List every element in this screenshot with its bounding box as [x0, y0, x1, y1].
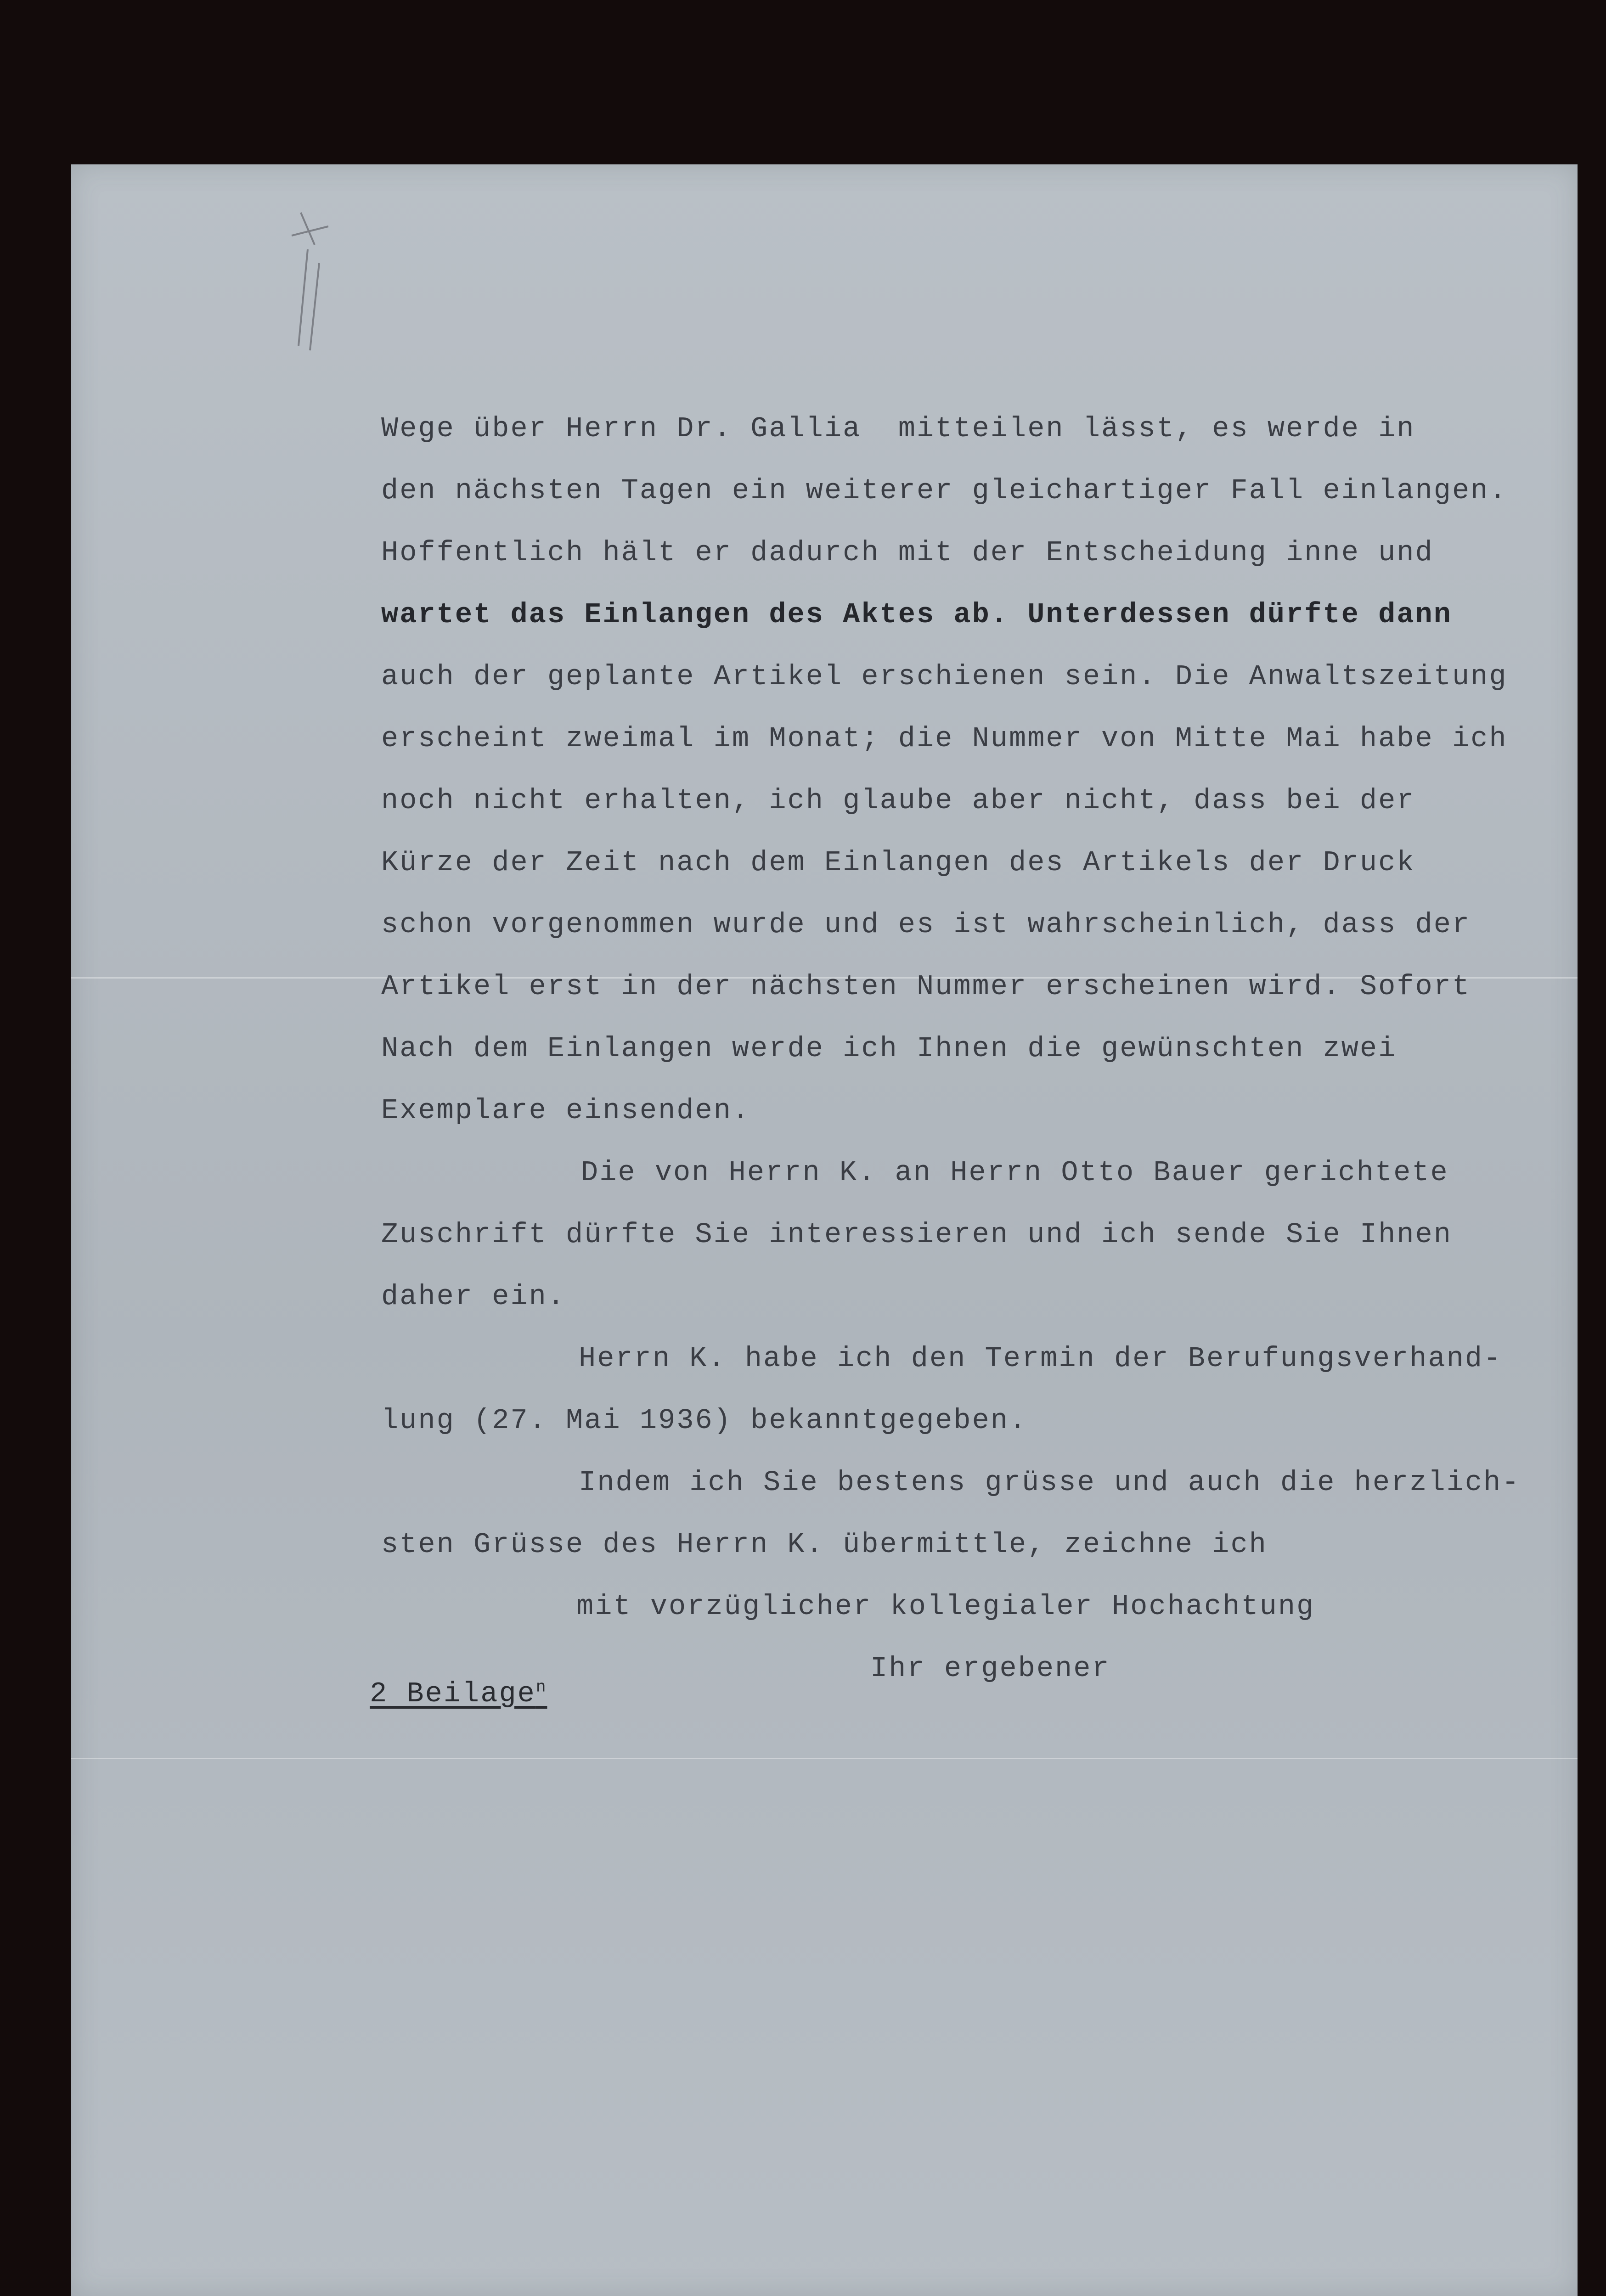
text-line: Wege über Herrn Dr. Gallia mitteilen lässt, es werde in — [381, 412, 1415, 445]
text-line: lung (27. Mai 1936) bekanntgegeben. — [381, 1404, 1028, 1437]
text-line: daher ein. — [381, 1280, 566, 1313]
text-line: Nach dem Einlangen werde ich Ihnen die gewünschten zwei — [381, 1032, 1397, 1065]
text-line: schon vorgenommen wurde und es ist wahrscheinlich, dass der — [381, 908, 1471, 941]
text-line: Exemplare einsenden. — [381, 1094, 751, 1127]
attachment-note — [370, 1677, 547, 1710]
attachment-superscript: n — [535, 1677, 547, 1697]
attachment-text: 2 Beilage — [370, 1677, 536, 1710]
typed-letter-sheet — [71, 164, 1578, 2296]
text-line: Die von Herrn K. an Herrn Otto Bauer gerichtete — [581, 1156, 1449, 1189]
text-line: auch der geplante Artikel erschienen sein. Die Anwaltszeitung — [381, 660, 1508, 693]
text-line: noch nicht erhalten, ich glaube aber nicht, dass bei der — [381, 784, 1415, 817]
text-line: sten Grüsse des Herrn K. übermittle, zeichne ich — [381, 1528, 1268, 1561]
letter-body — [71, 164, 1578, 2296]
text-line: erscheint zweimal im Monat; die Nummer von Mitte Mai habe ich — [381, 722, 1508, 755]
text-line: Zuschrift dürfte Sie interessieren und ich sende Sie Ihnen — [381, 1218, 1452, 1251]
text-line: Herrn K. habe ich den Termin der Berufungsverhand- — [579, 1342, 1502, 1375]
text-line: Indem ich Sie bestens grüsse und auch die herzlich- — [579, 1466, 1521, 1499]
text-line: Hoffentlich hält er dadurch mit der Entscheidung inne und — [381, 536, 1434, 569]
text-line: den nächsten Tagen ein weiterer gleichartiger Fall einlangen. — [381, 474, 1508, 507]
signature-line: Ihr ergebener — [870, 1652, 1110, 1685]
text-line: Artikel erst in der nächsten Nummer erscheinen wird. Sofort — [381, 970, 1471, 1003]
text-line: wartet das Einlangen des Aktes ab. Unterdessen dürfte dann — [381, 598, 1452, 631]
text-line: mit vorzüglicher kollegialer Hochachtung — [576, 1590, 1315, 1623]
text-line: Kürze der Zeit nach dem Einlangen des Artikels der Druck — [381, 846, 1415, 879]
